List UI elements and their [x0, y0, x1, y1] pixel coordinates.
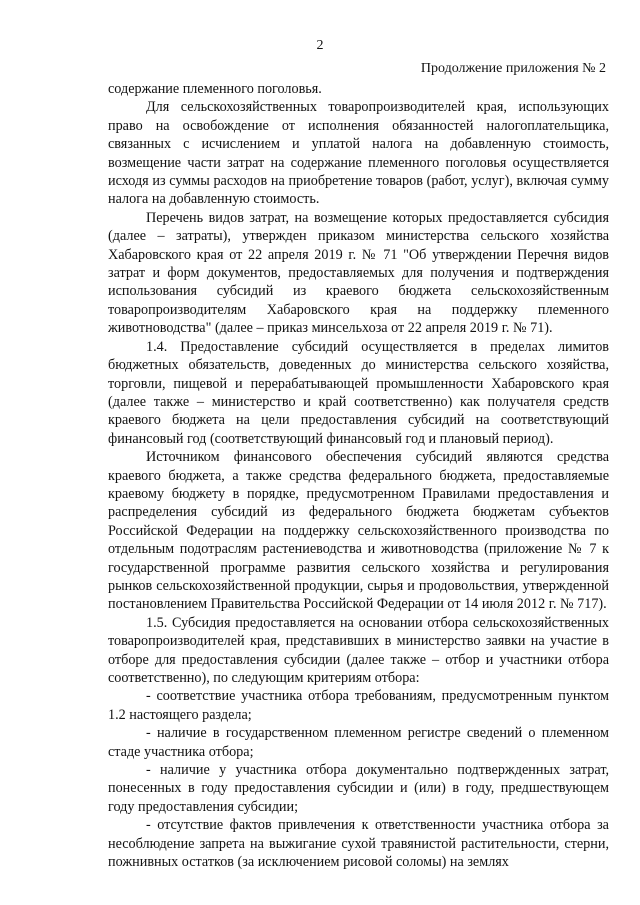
- paragraph: содержание племенного поголовья.: [108, 81, 322, 97]
- list-item: - соответствие участника отбора требованиям, предусмотренным пунктом 1.2 настоящего раздела;: [108, 688, 609, 723]
- paragraph: Перечень видов затрат, на возмещение которых предоставляется субсидия (далее – затраты), утвержден приказом министерства сельского хозяйства Хабаровского края от 22 апреля 2019 г. № 71 "Об утверждении Перечня видов затрат и форм документов, предоставляемых для получения и подтверждения использования субсидий из краевого бюджета сельскохозяйственным товаропроизводителям Хабаровского края на поддержку племенного животноводства" (далее – приказ минсельхоза от 22 апреля 2019 г. № 71).: [108, 209, 609, 337]
- continuation-label: Продолжение приложения № 2: [420, 61, 606, 76]
- paragraph: 1.5. Субсидия предоставляется на основании отбора сельскохозяйственных товаропроизводителей края, представивших в министерство заявки на участие в отборе для предоставления субсидии (далее также – отбор и участники отбора соответственно), по следующим критериям отбора:: [108, 614, 609, 686]
- list-item: - наличие в государственном племенном регистре сведений о племенном стаде участника отбора;: [108, 725, 609, 760]
- list-item: - наличие у участника отбора документально подтвержденных затрат, понесенных в году предоставления субсидии и (или) в году, предшествующем году предоставления субсидии;: [108, 762, 609, 815]
- paragraph: Для сельскохозяйственных товаропроизводителей края, использующих право на освобождение от исполнения обязанностей налогоплательщика, связанных с исчислением и уплатой налога на добавленную стоимость, возмещение части затрат на содержание племенного поголовья осуществляется исходя из суммы расходов на приобретение товаров (работ, услуг), включая сумму налога на добавленную стоимость.: [108, 99, 609, 208]
- paragraph: 1.4. Предоставление субсидий осуществляется в пределах лимитов бюджетных обязательств, доведенных до министерства сельского хозяйства, торговли, пищевой и перерабатывающей промышленности Хабаровского края (далее также – министерство и край соответственно) как получателя средств краевого бюджета на цели предоставления субсидий на соответствующий финансовый год (соответствующий финансовый год и плановый период).: [108, 338, 609, 447]
- list-item: - отсутствие фактов привлечения к ответственности участника отбора за несоблюдение запрета на выжигание сухой травянистой растительности, стерни, пожнивных остатков (за исключением рисовой соломы) на землях: [108, 817, 609, 871]
- paragraph: Источником финансового обеспечения субсидий являются средства краевого бюджета, а также средства федерального бюджета, предоставляемые краевому бюджету в порядке, предусмотренном Правилами предоставления и распределения субсидий из федерального бюджета бюджетам субъектов Российской Федерации на поддержку сельскохозяйственного производства по отдельным подотраслям растениеводства и животноводства (приложение № 7 к государственной программе развития сельского хозяйства и регулирования рынков сельскохозяйственной продукции, сырья и продовольствия, утвержденной постановлением Правительства Российской Федерации от 14 июля 2012 г. № 717).: [108, 449, 609, 613]
- document-body: [108, 80, 609, 871]
- page-number: 2: [316, 38, 324, 53]
